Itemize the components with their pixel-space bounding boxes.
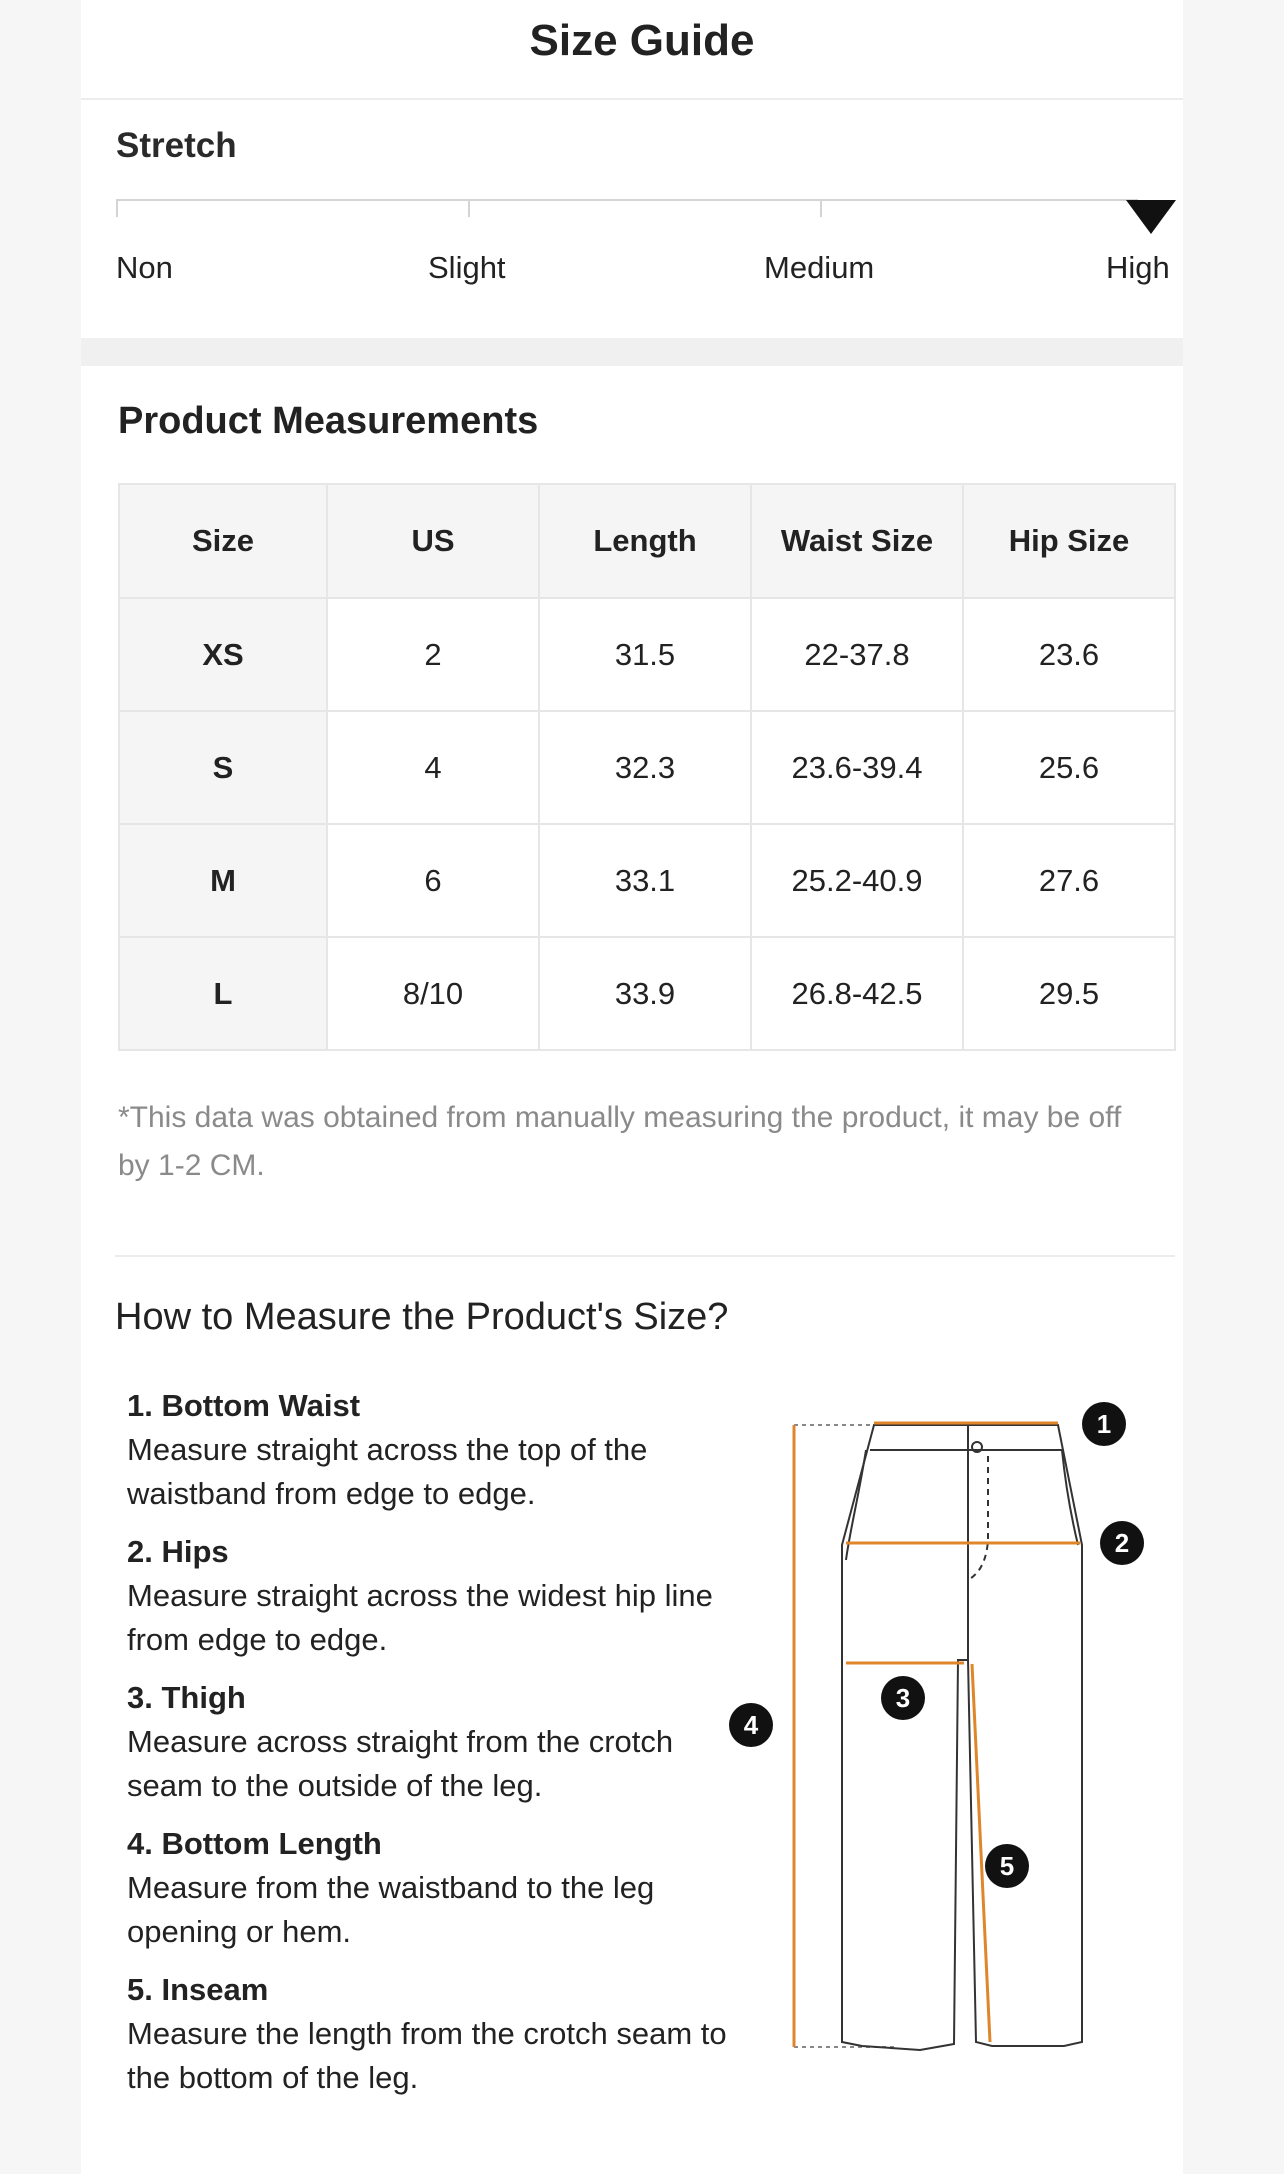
step-title: 2. Hips [127,1534,229,1569]
column-header: Size [119,484,327,598]
size-cell: M [119,824,327,937]
measurement-lines [794,1423,1080,2047]
table-cell: 4 [327,711,539,824]
column-header: US [327,484,539,598]
table-row [119,598,1175,711]
size-cell: L [119,937,327,1050]
step-title: 3. Thigh [127,1680,246,1715]
table-cell: 27.6 [963,824,1175,937]
step-title: 5. Inseam [127,1972,269,2007]
stretch-label-non: Non [116,250,173,285]
step-bottom-waist [127,1384,727,1516]
stretch-label-slight: Slight [428,250,506,285]
step-title: 4. Bottom Length [127,1826,382,1861]
step-thigh [127,1676,727,1808]
step-bottom-length [127,1822,727,1954]
measurement-disclaimer: *This data was obtained from manually measuring the product, it may be off by 1-2 CM. [118,1101,1122,1182]
table-cell: 25.6 [963,711,1175,824]
column-header: Waist Size [751,484,963,598]
stretch-tick [468,199,470,217]
table-row [119,824,1175,937]
step-title: 1. Bottom Waist [127,1388,361,1423]
marker-label: 4 [743,1710,759,1740]
marker-label: 2 [1114,1528,1130,1558]
stretch-label-medium: Medium [764,250,875,285]
table-cell: 31.5 [539,598,751,711]
table-cell: 29.5 [963,937,1175,1050]
section-separator [81,338,1183,366]
column-header: Hip Size [963,484,1175,598]
page-title: Size Guide [529,16,755,65]
table-cell: 33.9 [539,937,751,1050]
size-cell: XS [119,598,327,711]
step-description: Measure straight across the top of the waistband from edge to edge. [127,1432,648,1511]
stretch-tick [116,199,118,217]
table-row [119,937,1175,1050]
step-description: Measure the length from the crotch seam to the bottom of the leg. [127,2016,727,2095]
table-cell: 32.3 [539,711,751,824]
marker-label: 1 [1096,1409,1112,1439]
measure-steps [127,1384,727,2114]
marker-1 [1082,1402,1126,1446]
marker-5 [985,1844,1029,1888]
table-cell: 33.1 [539,824,751,937]
measurements-table [118,483,1176,1051]
table-header-row [119,484,1175,598]
stretch-heading: Stretch [116,126,237,165]
table-cell: 6 [327,824,539,937]
table-cell: 26.8-42.5 [751,937,963,1050]
marker-2 [1100,1521,1144,1565]
table-cell: 23.6-39.4 [751,711,963,824]
stretch-pointer-icon [1126,200,1176,234]
step-inseam [127,1968,727,2100]
size-cell: S [119,711,327,824]
table-cell: 25.2-40.9 [751,824,963,937]
step-description: Measure straight across the widest hip line from edge to edge. [127,1578,713,1657]
table-row [119,711,1175,824]
pants-measurement-diagram [700,1384,1160,2064]
table-cell: 23.6 [963,598,1175,711]
marker-3 [881,1676,925,1720]
step-description: Measure from the waistband to the leg opening or hem. [127,1870,655,1949]
marker-label: 3 [895,1683,911,1713]
measurements-heading: Product Measurements [118,400,539,442]
title-divider [81,98,1183,100]
how-to-heading: How to Measure the Product's Size? [115,1296,729,1338]
stretch-scale-track [116,199,1138,201]
table-cell: 22-37.8 [751,598,963,711]
table-cell: 8/10 [327,937,539,1050]
column-header: Length [539,484,751,598]
marker-label: 5 [999,1851,1015,1881]
stretch-tick [820,199,822,217]
stretch-label-high: High [1106,250,1170,285]
table-cell: 2 [327,598,539,711]
marker-4 [729,1703,773,1747]
step-hips [127,1530,727,1662]
pants-outline-icon [842,1425,1082,2050]
section-divider [115,1255,1175,1257]
step-description: Measure across straight from the crotch seam to the outside of the leg. [127,1724,674,1803]
